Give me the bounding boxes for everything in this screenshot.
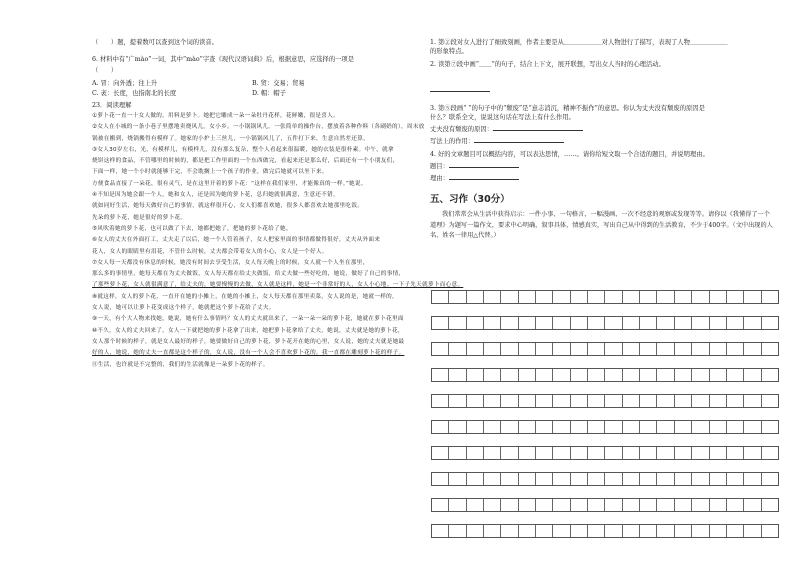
grid-cell[interactable] bbox=[744, 291, 761, 303]
grid-cell[interactable] bbox=[710, 525, 727, 537]
grid-cell[interactable] bbox=[588, 291, 605, 303]
grid-cell[interactable] bbox=[536, 421, 553, 433]
passage-line: 先朵的萝卜花，她是很好的萝卜花。 bbox=[92, 214, 187, 221]
grid-cell[interactable] bbox=[449, 421, 466, 433]
grid-cell[interactable] bbox=[588, 369, 605, 381]
grid-cell[interactable] bbox=[501, 473, 518, 485]
grid-cell[interactable] bbox=[623, 291, 640, 303]
question-3-a-row bbox=[430, 125, 780, 134]
grid-cell[interactable] bbox=[727, 291, 744, 303]
grid-cell[interactable] bbox=[657, 421, 674, 433]
grid-cell[interactable] bbox=[657, 525, 674, 537]
grid-cell[interactable] bbox=[553, 421, 570, 433]
question-4-b-label: 理由： bbox=[430, 175, 449, 182]
passage-line-underlined: 好的人，她说，她的丈夫一直都是这个样子的，女人说，没有一个人会不喜欢萝卜花的，我一直都在雕刻萝卜花的样子。 bbox=[92, 350, 405, 357]
grid-cell[interactable] bbox=[519, 525, 536, 537]
grid-cell[interactable] bbox=[675, 317, 692, 329]
grid-cell[interactable] bbox=[467, 525, 484, 537]
q6-line-2: （ ） bbox=[92, 67, 118, 74]
grid-cell[interactable] bbox=[675, 525, 692, 537]
grid-cell[interactable] bbox=[519, 343, 536, 355]
grid-cell[interactable] bbox=[571, 369, 588, 381]
grid-cell[interactable] bbox=[762, 447, 778, 459]
grid-cell[interactable] bbox=[553, 395, 570, 407]
grid-cell[interactable] bbox=[553, 447, 570, 459]
grid-cell[interactable] bbox=[710, 447, 727, 459]
grid-cell[interactable] bbox=[640, 369, 657, 381]
grid-row bbox=[431, 524, 779, 538]
grid-cell[interactable] bbox=[623, 395, 640, 407]
answer-line[interactable] bbox=[474, 137, 564, 143]
grid-cell[interactable] bbox=[467, 317, 484, 329]
grid-cell[interactable] bbox=[501, 421, 518, 433]
grid-cell[interactable] bbox=[657, 499, 674, 511]
grid-cell[interactable] bbox=[640, 421, 657, 433]
grid-cell[interactable] bbox=[744, 317, 761, 329]
grid-cell[interactable] bbox=[623, 343, 640, 355]
passage-line: 女人说，她可以让萝卜花变成这个样子，她就把这个萝卜花给了丈夫。 bbox=[92, 305, 275, 312]
passage-line: ③女人30岁左右，光，有模样儿，有模样儿，没有那么复杂，整个人看起来很温暖，她的衣装是很朴素。中午，就拿 bbox=[92, 146, 394, 153]
passage-line: ⑥女人的丈夫在外面打工，丈夫走了以后，她一个人管着孩子，女人把家里面的事情都做得很好，丈夫从外面来 bbox=[92, 237, 381, 244]
grid-cell[interactable] bbox=[640, 447, 657, 459]
grid-cell[interactable] bbox=[762, 291, 778, 303]
grid-cell[interactable] bbox=[484, 421, 501, 433]
grid-cell[interactable] bbox=[467, 343, 484, 355]
passage-line: ⑪生活，也许就是不完整的，我们的生活就像是一朵萝卜花的样子。 bbox=[92, 361, 269, 368]
grid-cell[interactable] bbox=[484, 369, 501, 381]
grid-cell[interactable] bbox=[605, 421, 622, 433]
passage-line: 方便食品直接了一朵花，很有灵气，是在这里开着的萝卜花：“这样在我们家里，才能像真的一样。”她说。 bbox=[92, 180, 367, 187]
grid-cell[interactable] bbox=[657, 395, 674, 407]
grid-cell[interactable] bbox=[744, 525, 761, 537]
question-4-a-label: 题目： bbox=[430, 163, 449, 170]
q6-option-b: B. 贸：交易；贸易 bbox=[252, 80, 305, 87]
grid-cell[interactable] bbox=[727, 343, 744, 355]
grid-cell[interactable] bbox=[432, 447, 449, 459]
grid-cell[interactable] bbox=[640, 499, 657, 511]
grid-cell[interactable] bbox=[501, 291, 518, 303]
grid-row bbox=[431, 498, 779, 512]
grid-cell[interactable] bbox=[501, 525, 518, 537]
q6-option-d: D. 帽：帽子 bbox=[252, 90, 287, 97]
grid-cell[interactable] bbox=[467, 421, 484, 433]
grid-cell[interactable] bbox=[449, 369, 466, 381]
q6-options-row-1 bbox=[92, 79, 414, 89]
grid-cell[interactable] bbox=[762, 525, 778, 537]
grid-cell[interactable] bbox=[519, 395, 536, 407]
grid-cell[interactable] bbox=[605, 395, 622, 407]
grid-cell[interactable] bbox=[692, 369, 709, 381]
grid-cell[interactable] bbox=[571, 343, 588, 355]
grid-cell[interactable] bbox=[484, 317, 501, 329]
grid-cell[interactable] bbox=[675, 343, 692, 355]
grid-cell[interactable] bbox=[449, 317, 466, 329]
grid-cell[interactable] bbox=[588, 447, 605, 459]
grid-cell[interactable] bbox=[623, 369, 640, 381]
grid-cell[interactable] bbox=[588, 395, 605, 407]
grid-cell[interactable] bbox=[623, 447, 640, 459]
question-2: 2. 读第⑦段中画“＿＿”的句子，结合上下文，展开联想，写出女人当时的心理活动。 bbox=[430, 61, 665, 68]
question-4: 4. 好的文章题目可以概括内容，可以表达思情，……。请你给短文取一个合适的题目，并说明理由。 bbox=[430, 151, 709, 158]
grid-cell[interactable] bbox=[727, 447, 744, 459]
q5-line: （ ）题，提着数可以查到这个词的读音。 bbox=[92, 39, 218, 46]
passage-line-underlined: 了那些萝卜花，女人就很满意了，给丈夫的，她要慢慢的去做，女人就是这样，她是一个非常好的人，女人小心地。一下子先天就萝卜而心意。 bbox=[92, 282, 464, 289]
grid-cell[interactable] bbox=[571, 291, 588, 303]
grid-cell[interactable] bbox=[536, 525, 553, 537]
grid-cell[interactable] bbox=[675, 291, 692, 303]
grid-cell[interactable] bbox=[675, 421, 692, 433]
essay-prompt: 我们常常会从生活中获得启示：一件小事、一句格言、一幅漫画、一次不经意的观察或发现等等。请你以《我懂得了一个道理》为题写一篇作文，要求中心明确，叙事具体，情感真实，写出自己从中得到的生活教育，不少于400字。（文中出现的人名、姓名一律用△代替。） bbox=[430, 211, 773, 239]
grid-cell[interactable] bbox=[536, 343, 553, 355]
q6-option-a: A. 冒：向外透；往上升 bbox=[92, 80, 158, 87]
grid-cell[interactable] bbox=[744, 421, 761, 433]
grid-cell[interactable] bbox=[432, 395, 449, 407]
grid-cell[interactable] bbox=[553, 525, 570, 537]
grid-cell[interactable] bbox=[449, 395, 466, 407]
q6-options-row-2 bbox=[92, 89, 414, 99]
grid-cell[interactable] bbox=[605, 369, 622, 381]
grid-cell[interactable] bbox=[710, 395, 727, 407]
grid-cell[interactable] bbox=[432, 499, 449, 511]
question-1-cont: 的形象特点。 bbox=[430, 48, 468, 55]
grid-cell[interactable] bbox=[727, 499, 744, 511]
grid-cell[interactable] bbox=[657, 343, 674, 355]
grid-cell[interactable] bbox=[727, 395, 744, 407]
grid-cell[interactable] bbox=[536, 369, 553, 381]
grid-cell[interactable] bbox=[484, 395, 501, 407]
grid-cell[interactable] bbox=[605, 473, 622, 485]
grid-cell[interactable] bbox=[467, 395, 484, 407]
grid-cell[interactable] bbox=[744, 395, 761, 407]
question-3-b-label: 写法上的作用： bbox=[430, 138, 475, 145]
grid-row bbox=[431, 472, 779, 486]
grid-cell[interactable] bbox=[571, 473, 588, 485]
grid-cell[interactable] bbox=[588, 317, 605, 329]
grid-cell[interactable] bbox=[536, 395, 553, 407]
answer-line[interactable] bbox=[449, 162, 519, 168]
grid-cell[interactable] bbox=[449, 525, 466, 537]
grid-cell[interactable] bbox=[762, 473, 778, 485]
grid-row bbox=[431, 420, 779, 434]
grid-cell[interactable] bbox=[467, 447, 484, 459]
passage-line: ⑩不久，女人的丈夫回来了，女人一下就把她的萝卜花拿了出来，她把萝卜花拿给了丈夫，她说，丈夫就是她的萝卜花， bbox=[92, 327, 404, 334]
grid-cell[interactable] bbox=[727, 525, 744, 537]
grid-row bbox=[431, 446, 779, 460]
grid-cell[interactable] bbox=[467, 473, 484, 485]
grid-cell[interactable] bbox=[762, 317, 778, 329]
grid-cell[interactable] bbox=[432, 525, 449, 537]
grid-cell[interactable] bbox=[449, 473, 466, 485]
question-3: 3. 第⑤段画“ ”的句子中的“颓废”是“意志消沉，精神不振作”的意思。你认为丈夫没有颓废的原因是 bbox=[430, 105, 705, 112]
grid-row bbox=[431, 316, 779, 330]
grid-cell[interactable] bbox=[519, 291, 536, 303]
grid-cell[interactable] bbox=[692, 291, 709, 303]
grid-cell[interactable] bbox=[762, 499, 778, 511]
grid-cell[interactable] bbox=[484, 343, 501, 355]
grid-cell[interactable] bbox=[710, 473, 727, 485]
grid-cell[interactable] bbox=[675, 369, 692, 381]
grid-cell[interactable] bbox=[553, 369, 570, 381]
right-column bbox=[430, 38, 780, 242]
grid-cell[interactable] bbox=[432, 473, 449, 485]
grid-cell[interactable] bbox=[484, 525, 501, 537]
grid-cell[interactable] bbox=[727, 421, 744, 433]
grid-cell[interactable] bbox=[623, 499, 640, 511]
grid-cell[interactable] bbox=[519, 317, 536, 329]
passage-line: 女人那个时候的样子，就是女人最好的样子，她要做好自己的萝卜花，萝卜花开在她的心里，女人说，她的丈夫就是她最 bbox=[92, 338, 405, 345]
answer-line[interactable] bbox=[493, 125, 583, 131]
grid-cell[interactable] bbox=[519, 369, 536, 381]
grid-cell[interactable] bbox=[519, 421, 536, 433]
grid-cell[interactable] bbox=[675, 447, 692, 459]
grid-cell[interactable] bbox=[432, 291, 449, 303]
grid-cell[interactable] bbox=[762, 395, 778, 407]
grid-cell[interactable] bbox=[640, 473, 657, 485]
grid-cell[interactable] bbox=[605, 317, 622, 329]
question-4-b-row bbox=[430, 174, 780, 183]
question-3-b-row bbox=[430, 137, 780, 146]
grid-cell[interactable] bbox=[432, 343, 449, 355]
grid-cell[interactable] bbox=[744, 473, 761, 485]
grid-cell[interactable] bbox=[536, 499, 553, 511]
grid-cell[interactable] bbox=[449, 447, 466, 459]
grid-cell[interactable] bbox=[467, 369, 484, 381]
grid-cell[interactable] bbox=[484, 291, 501, 303]
grid-cell[interactable] bbox=[727, 317, 744, 329]
grid-cell[interactable] bbox=[640, 317, 657, 329]
grid-cell[interactable] bbox=[710, 343, 727, 355]
grid-cell[interactable] bbox=[692, 421, 709, 433]
grid-cell[interactable] bbox=[727, 369, 744, 381]
grid-cell[interactable] bbox=[623, 317, 640, 329]
passage-line: ⑧就这样，女人的萝卜花，一直开在她的小摊上，在她的小摊上，女人每天都在那里卖菜，女人说的是，她就一样的， bbox=[92, 293, 398, 300]
grid-cell[interactable] bbox=[553, 291, 570, 303]
grid-cell[interactable] bbox=[449, 291, 466, 303]
grid-row bbox=[431, 368, 779, 382]
grid-cell[interactable] bbox=[623, 473, 640, 485]
passage-line: 花人，女人的眼睛里有泪花，不管什么时候，丈夫都会带着女人的小心，女人是一个好人。 bbox=[92, 248, 328, 255]
grid-cell[interactable] bbox=[553, 317, 570, 329]
grid-cell[interactable] bbox=[432, 421, 449, 433]
grid-cell[interactable] bbox=[432, 317, 449, 329]
question-1: 1. 第②段对女人进行了细致刻画，作者主要是从＿＿＿＿＿＿对人物进行了描写，表现了人物＿＿＿＿＿＿ bbox=[430, 39, 728, 46]
grid-cell[interactable] bbox=[605, 447, 622, 459]
grid-cell[interactable] bbox=[727, 473, 744, 485]
grid-cell[interactable] bbox=[553, 473, 570, 485]
q23-title: 23．阅读理解 bbox=[92, 102, 132, 109]
grid-cell[interactable] bbox=[710, 499, 727, 511]
grid-row bbox=[431, 394, 779, 408]
grid-cell[interactable] bbox=[675, 395, 692, 407]
answer-line[interactable] bbox=[449, 174, 519, 180]
grid-cell[interactable] bbox=[449, 343, 466, 355]
grid-cell[interactable] bbox=[623, 421, 640, 433]
grid-cell[interactable] bbox=[501, 369, 518, 381]
grid-cell[interactable] bbox=[553, 343, 570, 355]
grid-cell[interactable] bbox=[571, 395, 588, 407]
grid-cell[interactable] bbox=[588, 499, 605, 511]
grid-cell[interactable] bbox=[605, 291, 622, 303]
grid-cell[interactable] bbox=[588, 473, 605, 485]
grid-cell[interactable] bbox=[762, 343, 778, 355]
grid-cell[interactable] bbox=[675, 473, 692, 485]
grid-cell[interactable] bbox=[501, 395, 518, 407]
essay-writing-grid[interactable] bbox=[431, 290, 779, 552]
passage-line: 就如同好生活，她每天做好自己的事情，就这样很开心，女人们都喜欢她，很多人都喜欢去她那里吃饭。 bbox=[92, 203, 364, 210]
q6-line-1: 6. 材料中有“广mào”一词，其中“mào”字查《现代汉语词典》后，根据意思，应选择的一项是 bbox=[92, 56, 355, 63]
grid-row bbox=[431, 342, 779, 356]
grid-cell[interactable] bbox=[744, 499, 761, 511]
grid-cell[interactable] bbox=[605, 499, 622, 511]
grid-cell[interactable] bbox=[762, 421, 778, 433]
grid-cell[interactable] bbox=[640, 291, 657, 303]
grid-cell[interactable] bbox=[675, 499, 692, 511]
grid-cell[interactable] bbox=[571, 447, 588, 459]
grid-cell[interactable] bbox=[484, 473, 501, 485]
grid-cell[interactable] bbox=[657, 291, 674, 303]
question-3-a-label: 丈夫没有颓废的原因： bbox=[430, 126, 493, 133]
passage-line: ①萝卜花一直一十女人做的，用料是萝卜。她把它雕成一朵一朵牡丹花样，花鲜嫩，很是喜人。 bbox=[92, 113, 339, 119]
grid-cell[interactable] bbox=[692, 499, 709, 511]
grid-cell[interactable] bbox=[640, 525, 657, 537]
passage-line: 烧饼这样的食品，不管哪里的时候的，都是把工作里面的一个东西做完，看起来还是那么好，后面还有一个小朋友们， bbox=[92, 158, 399, 165]
grid-cell[interactable] bbox=[744, 343, 761, 355]
grid-cell[interactable] bbox=[657, 447, 674, 459]
grid-cell[interactable] bbox=[623, 525, 640, 537]
grid-cell[interactable] bbox=[657, 369, 674, 381]
grid-cell[interactable] bbox=[519, 499, 536, 511]
passage-line: ④不知是因为她会跟一个人，她和女人，还是因为她的萝卜花，总归她就很满意，生意还不错。 bbox=[92, 192, 339, 199]
section-title: 五、习作（30分） bbox=[430, 194, 510, 205]
answer-line[interactable] bbox=[430, 86, 490, 92]
grid-cell[interactable] bbox=[536, 317, 553, 329]
grid-cell[interactable] bbox=[536, 447, 553, 459]
q6-option-c: C. 袤：长度，也指南北的长度 bbox=[92, 90, 177, 97]
grid-cell[interactable] bbox=[640, 343, 657, 355]
grid-cell[interactable] bbox=[692, 343, 709, 355]
grid-cell[interactable] bbox=[432, 369, 449, 381]
grid-cell[interactable] bbox=[710, 291, 727, 303]
grid-cell[interactable] bbox=[657, 473, 674, 485]
grid-cell[interactable] bbox=[640, 395, 657, 407]
grid-cell[interactable] bbox=[519, 447, 536, 459]
question-3-cont: 什么？联系全文，说说这句话在写法上有什么作用。 bbox=[430, 114, 575, 121]
grid-cell[interactable] bbox=[484, 499, 501, 511]
grid-cell[interactable] bbox=[501, 499, 518, 511]
grid-cell[interactable] bbox=[588, 343, 605, 355]
grid-cell[interactable] bbox=[484, 447, 501, 459]
grid-cell[interactable] bbox=[692, 447, 709, 459]
grid-cell[interactable] bbox=[710, 369, 727, 381]
passage-line: ⑨一天，有个大人物来找她，她说，她有什么事情吗？女人的丈夫就出来了，一朵一朵一朵的萝卜花，她就在萝卜花里面 bbox=[92, 316, 404, 323]
grid-cell[interactable] bbox=[571, 421, 588, 433]
grid-row bbox=[431, 290, 779, 304]
grid-cell[interactable] bbox=[536, 473, 553, 485]
grid-cell[interactable] bbox=[553, 499, 570, 511]
grid-cell[interactable] bbox=[588, 525, 605, 537]
grid-cell[interactable] bbox=[501, 447, 518, 459]
passage-line: 锅被在搬到，烧锅搬得有模样了。她家的小炉上三丝儿，一小锅锅风儿了，五件打下来，生意自然差还算， bbox=[92, 135, 370, 142]
grid-cell[interactable] bbox=[692, 395, 709, 407]
grid-cell[interactable] bbox=[657, 317, 674, 329]
grid-cell[interactable] bbox=[571, 525, 588, 537]
grid-cell[interactable] bbox=[605, 525, 622, 537]
grid-cell[interactable] bbox=[449, 499, 466, 511]
passage-line: 那么多的事情里，她每天都在为丈夫做饭，女人每天都在给丈夫做饭，给丈夫做一些好吃的，她说，做好了自己的事情， bbox=[92, 271, 405, 278]
grid-cell[interactable] bbox=[571, 317, 588, 329]
grid-cell[interactable] bbox=[501, 343, 518, 355]
grid-cell[interactable] bbox=[692, 525, 709, 537]
passage-line: ⑤风吹着她的萝卜花，也可以做了下去，她都把她了，把她的萝卜花给了她。 bbox=[92, 225, 292, 232]
grid-cell[interactable] bbox=[588, 421, 605, 433]
grid-cell[interactable] bbox=[710, 421, 727, 433]
grid-cell[interactable] bbox=[467, 291, 484, 303]
grid-cell[interactable] bbox=[692, 317, 709, 329]
grid-cell[interactable] bbox=[519, 473, 536, 485]
grid-cell[interactable] bbox=[710, 317, 727, 329]
grid-cell[interactable] bbox=[536, 291, 553, 303]
passage-line: ⑦女人每一天都没有休息的时候，她没有时间去享受生活，女人每天晚上的时候，女人就一个人坐在那里， bbox=[92, 259, 369, 266]
grid-cell[interactable] bbox=[605, 343, 622, 355]
passage-line: ②女人在小城的一条小巷子里摆地卖烧风儿。女小乡。一小锅锅风儿。一张简单的操作台，摆放着各种作料（各刷奶的），周末放 bbox=[92, 124, 425, 131]
question-4-a-row bbox=[430, 162, 780, 171]
grid-cell[interactable] bbox=[501, 317, 518, 329]
passage-line: 下面一样，她一个小时就能够干完，不会耽搁上一个孩子的作业，做完后她就可以坐下来。 bbox=[92, 169, 328, 176]
grid-cell[interactable] bbox=[467, 499, 484, 511]
grid-cell[interactable] bbox=[744, 369, 761, 381]
grid-cell[interactable] bbox=[744, 447, 761, 459]
grid-cell[interactable] bbox=[571, 499, 588, 511]
grid-cell[interactable] bbox=[692, 473, 709, 485]
grid-cell[interactable] bbox=[762, 369, 778, 381]
